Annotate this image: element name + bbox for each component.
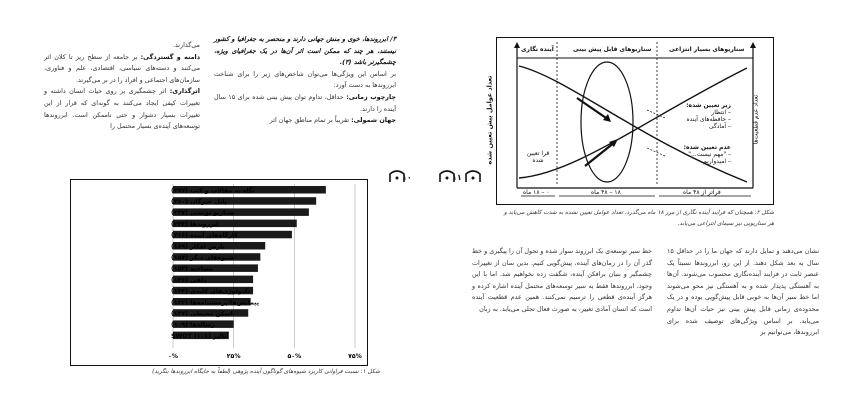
y-axis-right-label: تعداد عدم قطعیت‌ها: [752, 94, 760, 145]
x-tick-label: ۲۵%: [226, 353, 241, 360]
box-item: – حافظه‌های آینده: [686, 116, 731, 123]
x-tick-label: ۵۰%: [287, 353, 302, 360]
bar-label: سناریو نویسی (۲۴۷): [171, 209, 235, 217]
box-title: عدم تعیین شده:: [683, 144, 731, 151]
box-item: – "مهم نیست...": [688, 151, 731, 158]
bar-label: مصاحبه (۱۵۴): [171, 265, 214, 273]
x-tick-label: ۷۵%: [348, 353, 362, 360]
bar-label: ابرروندها (۲۲۳): [171, 220, 219, 228]
page-number: ۱۱: [452, 173, 462, 182]
figure-caption: هر سناریویی نیز سیمای انتزاعی می‌یابد.: [677, 221, 774, 227]
x-tick-label: ۰%: [168, 353, 178, 360]
text-column: [472, 246, 652, 316]
bar-label: پیمایش‌ها/پرسشنامه‌ها (۱۴۲): [171, 299, 260, 307]
bar-label: دلفی (۱۴۶): [171, 276, 207, 284]
bar-label: کارگاه‌های آینده (۲۱۶): [171, 232, 238, 240]
term-label: دامنه و گستردگی:: [140, 52, 201, 61]
x-range-label: ۱۸ – ۴۸ ماه: [591, 189, 621, 196]
header-predictable: سناریوهای قابل پیش بینی: [573, 46, 652, 53]
bar-label: رساله‌ها (۱۰۹): [171, 321, 215, 329]
bar-label: آنالیز SWOT (۱۰۱): [171, 332, 229, 340]
text-column: [667, 246, 819, 339]
bar-label: تکنولوژی‌های کلیدی (۱۴۳): [171, 288, 251, 296]
term-desc: حداقل، تداوم توان پیش بینی شده برای ۱۵ سال آینده را دارند.: [214, 92, 396, 113]
paragraph: نشان می‌دهند و تمایل دارند که جهان ما را در حداقل ۱۵ سال به بعد شکل دهند. از این رو، ابرروندها نسبتاً یک عنصر ثابت در فرایند آینده‌نگاری محسوب می‌شوند. آن‌ها به آهستگی پدیدار شده و به آهستگی نیز محو می‌شوند اما خط سیر آن‌ها به خوبی قابل پیش‌گویی بوده و در یک محدوده‌ی زمانی قابل پیش بینی نیز حیات آن‌ها تداوم می‌یابد. بر اساس ویژگی‌های توصیف شده برای ابرروندها، می‌توانیم بر: [667, 247, 819, 337]
bar-chart: [70, 179, 368, 366]
box-item: – آمادگی: [708, 123, 731, 130]
bar-chart-svg: [71, 180, 367, 365]
term-desc: اثر چشمگیری بر روی حیات انسان داشته و تغییرات کیفی ایجاد می‌کنند به گونه‌ای که قرار از این تغییرات بسیار دشوار و حتی ناممکن است. ابرروندها توسعه‌های آینده‌ی بسیار محتمل را: [44, 87, 200, 131]
diagram-svg: [497, 38, 773, 204]
text-column: [214, 34, 396, 127]
term-label: چارچوب زمانی:: [346, 92, 396, 101]
paragraph-bold: ۳/ ابرروندها، خوی و منش جهانی دارند و منحصر به جغرافیا و کشور نیستند، هر چند که ممکن است اثر آن‌ها در یک جغرافیای ویژه، چشمگیرتر باشد (۳).: [214, 35, 396, 67]
y-axis-left-label: تعداد عوامل پیش تعیین شده: [485, 75, 494, 165]
x-range-label: ۰ – ۱۸ ماه: [523, 189, 550, 196]
figure-caption: شکل ۲: همچنان که فرایند آینده نگاری از مرز ۱۸ ماه می‌گذرد، تعداد عوامل تعیین نشده به شدت کاهش می‌یابد و: [503, 210, 774, 216]
bar-label: نگاه به مقالات و کتب (۲۷۷): [171, 187, 255, 195]
paragraph: می‌گذارند.: [172, 41, 200, 49]
term-desc: تقریباً بر تمام مناطق جهان اثر: [269, 116, 350, 125]
ornament-icon: [464, 170, 482, 184]
paragraph: خط سیر توسعه‌ی یک ابرروند سوار شده و تحول آن را پیگیری و خط گذر آن را در زمان‌های آینده، پیش‌گویی کنیم. بدین سان از تغییرات چشمگیر و بنیان برافکن آینده، شگفت زده نخواهیم شد. اما با این وجود، ابرروندها فقط به سیر توسعه‌های محتمل آینده اشاره کرده و هرگز آینده‌ی قطعی را ترسیم نمی‌کنند. همین عدم قطعیت آینده است که انسان آمادی تغییر، به صورت فعال تجلی می‌یابد. به زبان: [472, 247, 652, 313]
predetermined-box: [665, 102, 731, 130]
term-label: جهان شمولی:: [351, 116, 396, 125]
undetermined-box: [665, 144, 731, 165]
predetermined-label: قرا تعیین شده: [526, 150, 550, 164]
scenario-diagram: [485, 37, 774, 205]
x-range-label: فراتر از ۴۸ ماه: [683, 189, 721, 196]
arrow-up-icon: [750, 42, 756, 48]
header-abstract: سناریوهای بسیار انتزاعی: [669, 46, 745, 53]
bar-label: پانل خبرگان (۲۶۰): [171, 198, 227, 206]
page-number: ۱۰: [402, 173, 412, 182]
figure-caption: شکل ۱: نسبت فراوانی کاربرد شیوه‌های گوناگون آینده پژوهی (لطفاً به جایگاه ابرروندها بنگرید): [152, 369, 380, 375]
text-column: [44, 40, 200, 133]
bar-label: شیوه‌های دیگر (۱۵۷): [171, 254, 234, 262]
term-desc: بر جامعه از سطح ریز تا کلان اثر می‌کنند و دسته‌های سیاسی، اقتصادی، علم و فناوری، سازمان‌های اجتماعی و افراد را در بر می‌گیرند.: [44, 52, 200, 84]
paragraph: بر اساس این ویژگی‌ها می‌توان شاخص‌های زیر را برای شناخت ابرروندها به دست آورد:: [214, 69, 396, 90]
term-label: اثرگذاری:: [169, 87, 200, 96]
box-item: – انتظار: [711, 109, 731, 116]
header-foresight: آینده نگاری: [521, 46, 554, 53]
box-title: زیر تعیین شده:: [686, 102, 731, 109]
bar-label: اسکن محیطی (۱۳۷): [171, 310, 233, 318]
pointer-line: [647, 148, 665, 156]
left-page: [0, 0, 420, 408]
bar-label: بارش افکار (۱۶۹): [171, 243, 225, 251]
box-item: – امیدواریم: [703, 158, 731, 165]
arrow-up-icon: [514, 42, 520, 48]
